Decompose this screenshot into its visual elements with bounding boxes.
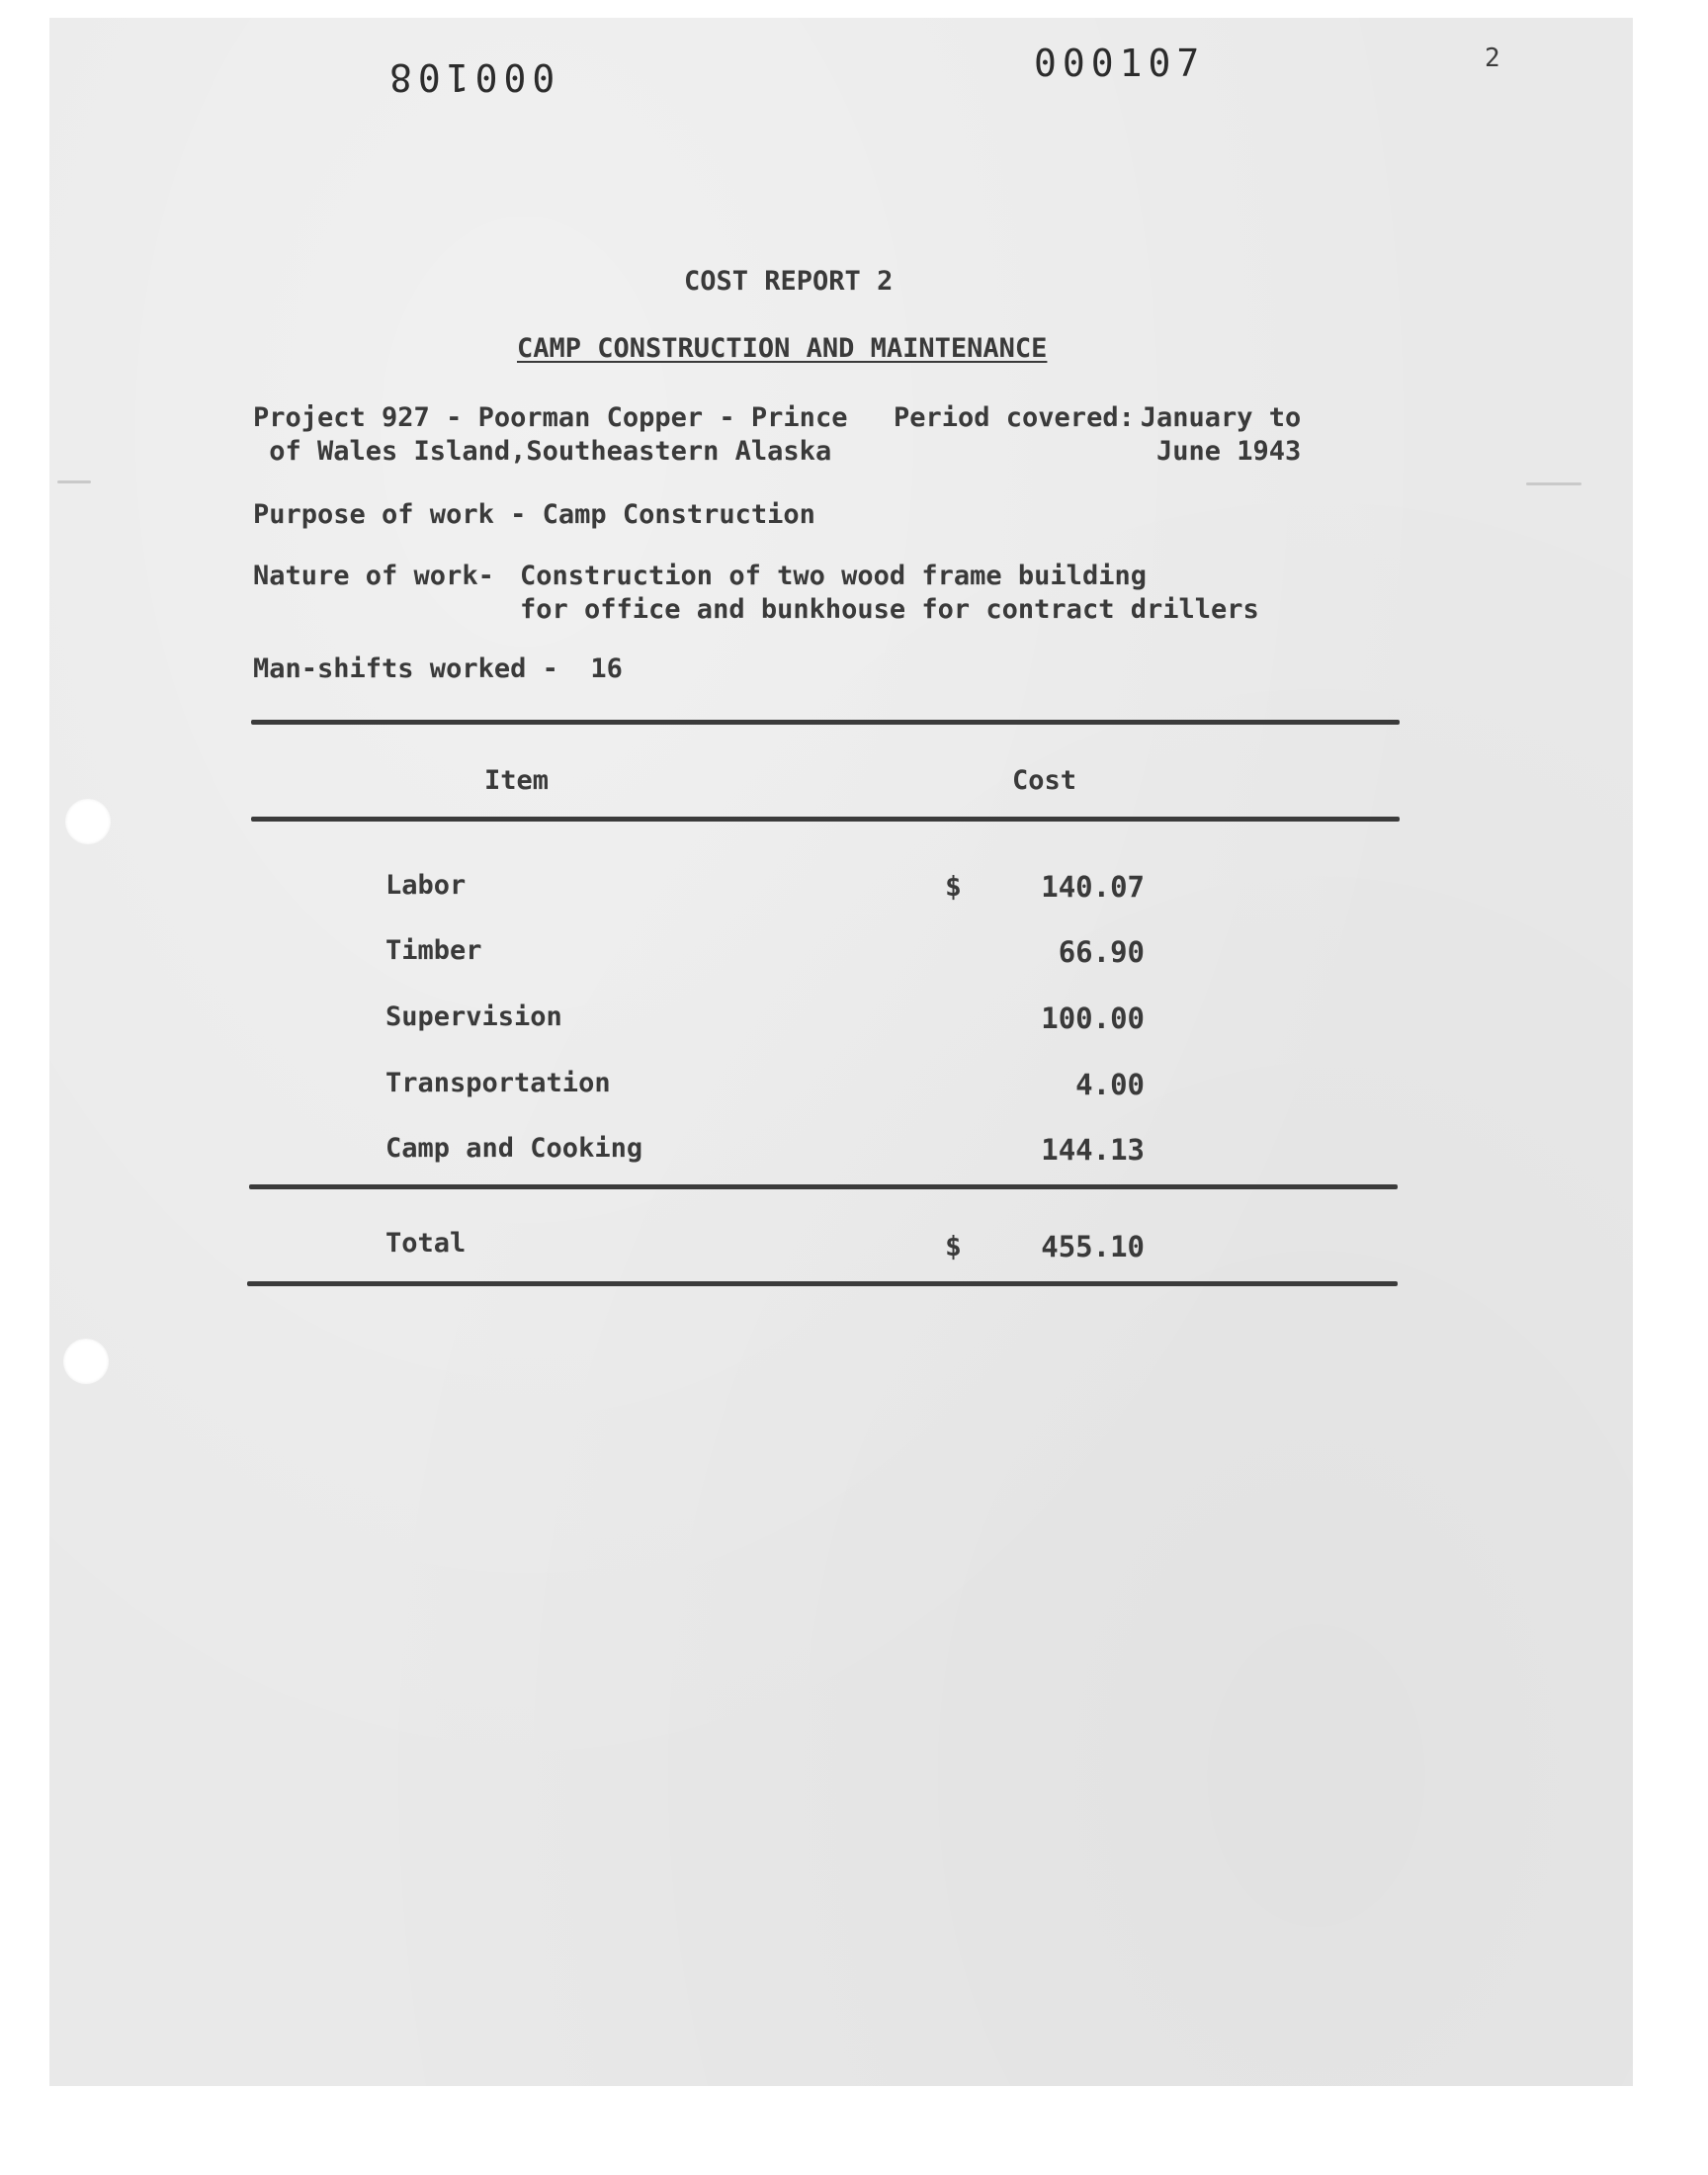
section-title: CAMP CONSTRUCTION AND MAINTENANCE xyxy=(517,333,1048,364)
row-currency: $ xyxy=(945,870,962,903)
row-item-label: Labor xyxy=(385,870,467,901)
margin-mark xyxy=(1526,482,1581,485)
project-line-1: Project 927 - Poorman Copper - Prince xyxy=(253,402,848,433)
row-cost-value: 144.13 xyxy=(1041,1133,1145,1167)
project-description xyxy=(253,401,847,469)
nature-of-work-value xyxy=(520,560,1259,627)
row-cost-value: 140.07 xyxy=(1041,870,1145,904)
total-cost-value: 455.10 xyxy=(1041,1230,1145,1263)
stamp-number-right: 000107 xyxy=(1034,42,1206,85)
total-currency: $ xyxy=(945,1230,962,1262)
period-label: Period covered: xyxy=(894,402,1135,433)
row-item-label: Camp and Cooking xyxy=(385,1133,643,1164)
table-top-rule xyxy=(251,720,1400,725)
table-header-rule xyxy=(251,817,1400,822)
period-value-line-2: June 1943 xyxy=(1156,436,1302,467)
total-label: Total xyxy=(385,1228,467,1259)
nature-line-2: for office and bunkhouse for contract drillers xyxy=(520,594,1259,625)
project-line-2: of Wales Island,Southeastern Alaska xyxy=(253,436,832,467)
table-bottom-rule xyxy=(247,1281,1398,1286)
row-cost-value: 4.00 xyxy=(1075,1068,1145,1101)
punch-hole xyxy=(63,1339,109,1384)
margin-mark xyxy=(57,480,91,483)
report-title: COST REPORT 2 xyxy=(684,266,894,297)
stamp-number-left: 000108 xyxy=(384,55,555,99)
page-number: 2 xyxy=(1485,44,1500,73)
nature-of-work-label: Nature of work- xyxy=(253,561,494,591)
punch-hole xyxy=(65,799,111,844)
period-value xyxy=(1109,401,1301,469)
row-cost-value: 100.00 xyxy=(1041,1001,1145,1035)
column-header-cost: Cost xyxy=(1012,765,1077,796)
document-page xyxy=(49,18,1633,2086)
nature-line-1: Construction of two wood frame building xyxy=(520,561,1147,591)
purpose-of-work: Purpose of work - Camp Construction xyxy=(253,499,815,530)
row-item-label: Timber xyxy=(385,935,482,966)
column-header-item: Item xyxy=(484,765,550,796)
row-item-label: Transportation xyxy=(385,1068,611,1098)
row-item-label: Supervision xyxy=(385,1001,562,1032)
row-cost-value: 66.90 xyxy=(1058,935,1145,969)
period-value-line-1: January to xyxy=(1140,402,1302,433)
table-total-rule xyxy=(249,1184,1398,1189)
man-shifts-worked: Man-shifts worked - 16 xyxy=(253,653,623,684)
